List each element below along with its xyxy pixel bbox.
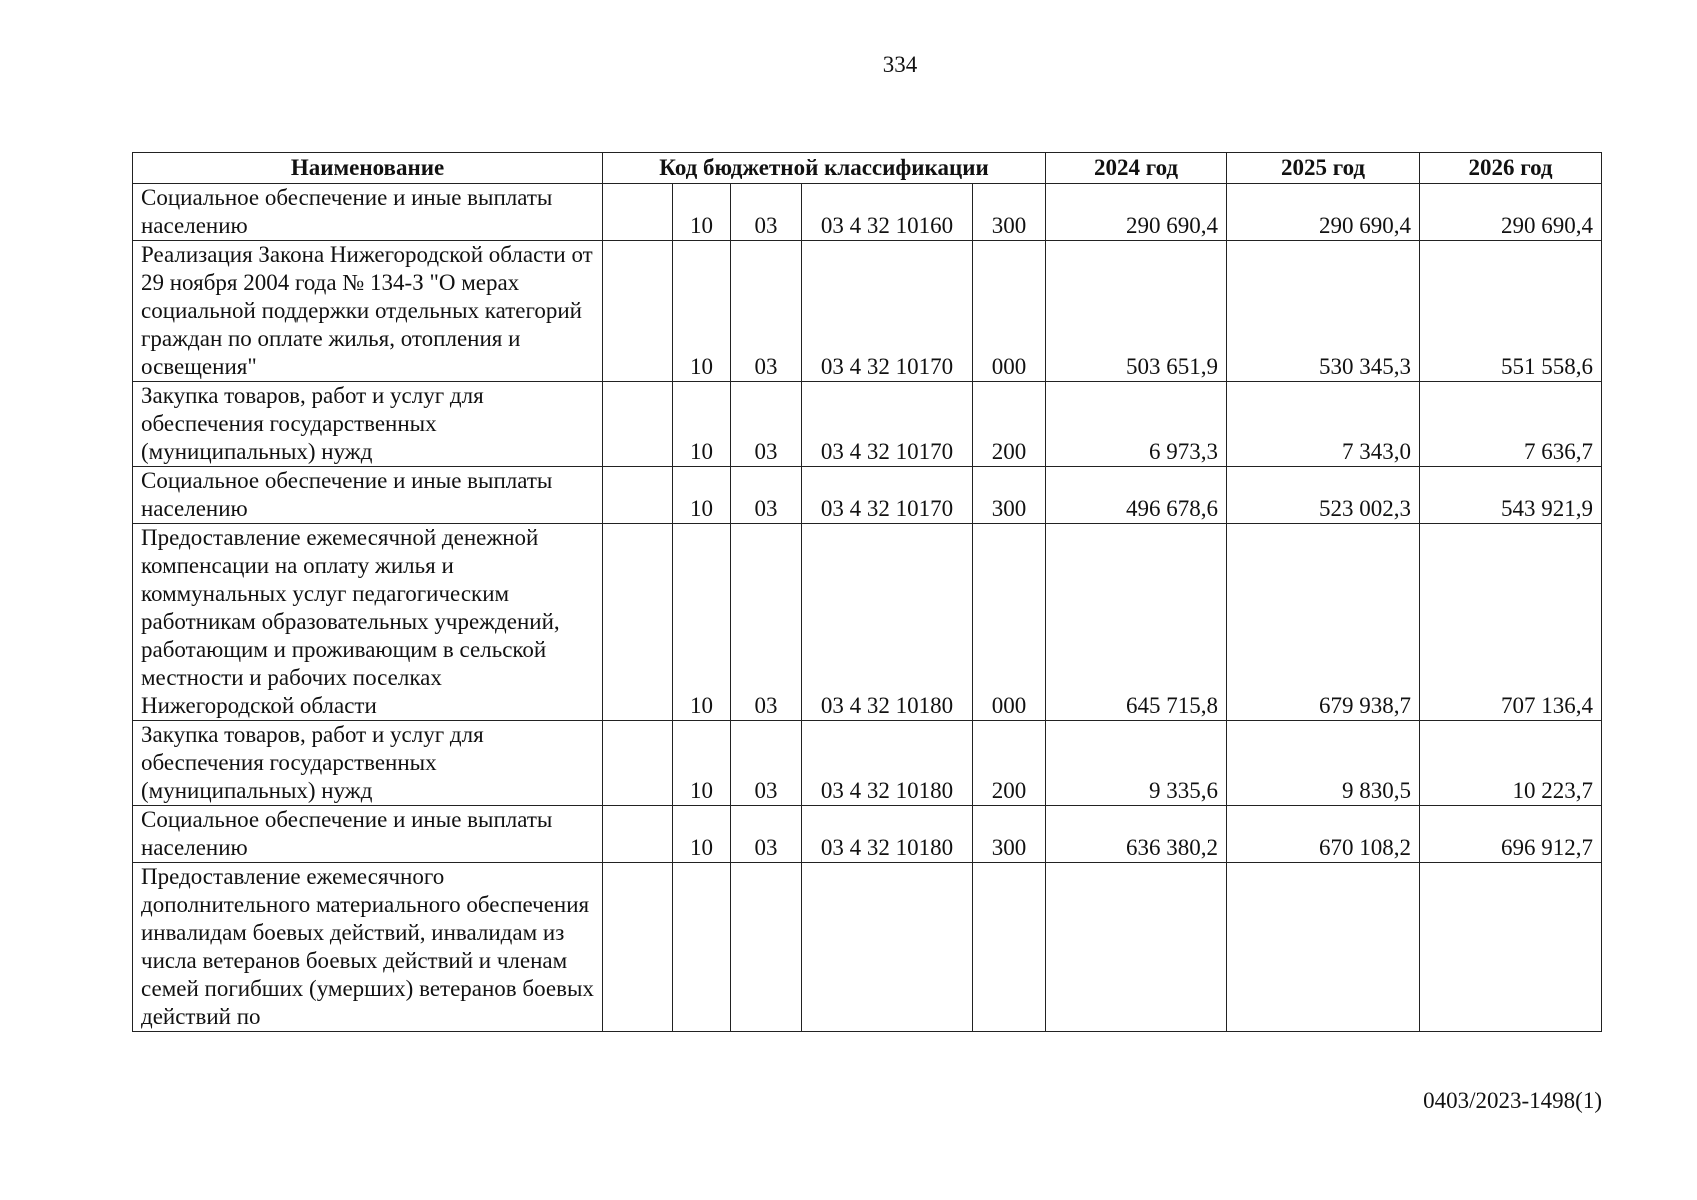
- value-2024: 290 690,4: [1046, 184, 1227, 241]
- target-code: [802, 863, 973, 1032]
- section-code: 10: [673, 467, 731, 524]
- value-2025: 9 830,5: [1227, 721, 1420, 806]
- empty-cell: [603, 863, 673, 1032]
- section-code: 10: [673, 184, 731, 241]
- section-code: 10: [673, 806, 731, 863]
- target-code: 03 4 32 10180: [802, 806, 973, 863]
- table-body: [133, 184, 1602, 1032]
- value-2025: [1227, 863, 1420, 1032]
- value-2026: 543 921,9: [1420, 467, 1602, 524]
- empty-cell: [603, 241, 673, 382]
- row-name: Социальное обеспечение и иные выплаты населению: [133, 806, 603, 863]
- value-2026: 10 223,7: [1420, 721, 1602, 806]
- target-code: 03 4 32 10180: [802, 524, 973, 721]
- empty-cell: [603, 184, 673, 241]
- budget-table: [132, 152, 1602, 1032]
- table-row: [133, 184, 1602, 241]
- subsection-code: 03: [731, 184, 802, 241]
- target-code: 03 4 32 10170: [802, 467, 973, 524]
- value-2024: [1046, 863, 1227, 1032]
- value-2024: 496 678,6: [1046, 467, 1227, 524]
- row-name: Предоставление ежемесячной денежной компенсации на оплату жилья и коммунальных услуг педагогическим работникам образовательных учреждений, работающим и проживающим в сельской местности и рабочих поселках Нижегородской области: [133, 524, 603, 721]
- row-name: Реализация Закона Нижегородской области от 29 ноября 2004 года № 134-З "О мерах социальной поддержки отдельных категорий граждан по оплате жилья, отопления и освещения": [133, 241, 603, 382]
- table-header-row: [133, 153, 1602, 184]
- empty-cell: [603, 806, 673, 863]
- target-code: 03 4 32 10170: [802, 382, 973, 467]
- header-name: Наименование: [133, 153, 603, 184]
- target-code: 03 4 32 10170: [802, 241, 973, 382]
- table-row: [133, 524, 1602, 721]
- subsection-code: 03: [731, 382, 802, 467]
- value-2024: 636 380,2: [1046, 806, 1227, 863]
- expense-type-code: 300: [973, 184, 1046, 241]
- section-code: 10: [673, 382, 731, 467]
- value-2024: 9 335,6: [1046, 721, 1227, 806]
- target-code: 03 4 32 10160: [802, 184, 973, 241]
- expense-type-code: 000: [973, 241, 1046, 382]
- expense-type-code: 300: [973, 467, 1046, 524]
- row-name: Закупка товаров, работ и услуг для обеспечения государственных (муниципальных) нужд: [133, 721, 603, 806]
- section-code: 10: [673, 241, 731, 382]
- value-2025: 530 345,3: [1227, 241, 1420, 382]
- section-code: 10: [673, 721, 731, 806]
- table-row: [133, 806, 1602, 863]
- expense-type-code: 200: [973, 382, 1046, 467]
- subsection-code: 03: [731, 524, 802, 721]
- header-budget-code: Код бюджетной классификации: [603, 153, 1046, 184]
- value-2025: 670 108,2: [1227, 806, 1420, 863]
- section-code: 10: [673, 524, 731, 721]
- row-name: Предоставление ежемесячного дополнительного материального обеспечения инвалидам боевых действий, инвалидам из числа ветеранов боевых действий и членам семей погибших (умерших) ветеранов боевых действий по: [133, 863, 603, 1032]
- expense-type-code: 300: [973, 806, 1046, 863]
- expense-type-code: 200: [973, 721, 1046, 806]
- table-row: [133, 241, 1602, 382]
- header-2025: 2025 год: [1227, 153, 1420, 184]
- empty-cell: [603, 721, 673, 806]
- target-code: 03 4 32 10180: [802, 721, 973, 806]
- table-row: [133, 863, 1602, 1032]
- table-row: [133, 721, 1602, 806]
- header-2026: 2026 год: [1420, 153, 1602, 184]
- subsection-code: 03: [731, 806, 802, 863]
- value-2025: 290 690,4: [1227, 184, 1420, 241]
- expense-type-code: 000: [973, 524, 1046, 721]
- value-2025: 7 343,0: [1227, 382, 1420, 467]
- subsection-code: [731, 863, 802, 1032]
- value-2026: 7 636,7: [1420, 382, 1602, 467]
- subsection-code: 03: [731, 241, 802, 382]
- empty-cell: [603, 382, 673, 467]
- value-2024: 503 651,9: [1046, 241, 1227, 382]
- row-name: Закупка товаров, работ и услуг для обеспечения государственных (муниципальных) нужд: [133, 382, 603, 467]
- value-2025: 523 002,3: [1227, 467, 1420, 524]
- section-code: [673, 863, 731, 1032]
- value-2026: [1420, 863, 1602, 1032]
- value-2026: 290 690,4: [1420, 184, 1602, 241]
- value-2024: 645 715,8: [1046, 524, 1227, 721]
- value-2025: 679 938,7: [1227, 524, 1420, 721]
- empty-cell: [603, 524, 673, 721]
- value-2024: 6 973,3: [1046, 382, 1227, 467]
- expense-type-code: [973, 863, 1046, 1032]
- document-code: 0403/2023-1498(1): [1423, 1088, 1602, 1113]
- row-name: Социальное обеспечение и иные выплаты населению: [133, 467, 603, 524]
- row-name: Социальное обеспечение и иные выплаты населению: [133, 184, 603, 241]
- value-2026: 696 912,7: [1420, 806, 1602, 863]
- table-row: [133, 467, 1602, 524]
- page-number: 334: [882, 52, 918, 77]
- header-2024: 2024 год: [1046, 153, 1227, 184]
- empty-cell: [603, 467, 673, 524]
- subsection-code: 03: [731, 721, 802, 806]
- value-2026: 707 136,4: [1420, 524, 1602, 721]
- value-2026: 551 558,6: [1420, 241, 1602, 382]
- table-row: [133, 382, 1602, 467]
- subsection-code: 03: [731, 467, 802, 524]
